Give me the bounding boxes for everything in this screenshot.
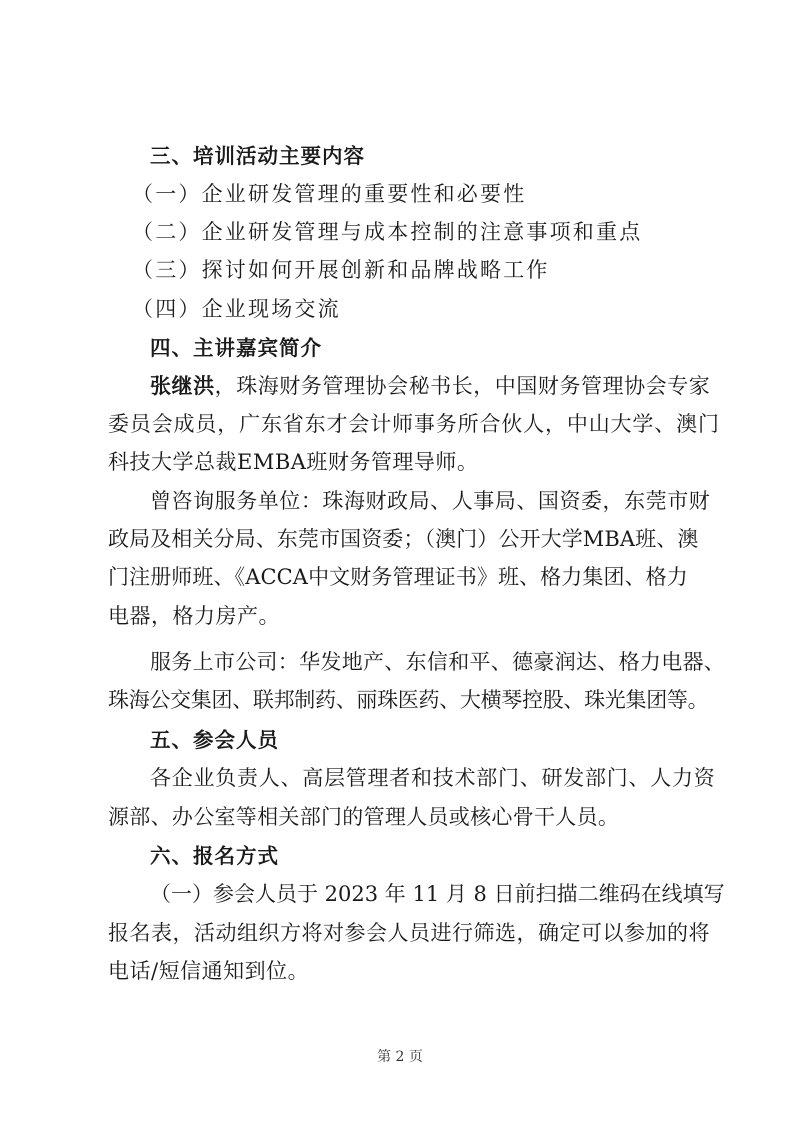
paragraph-line: 服务上市公司：华发地产、东信和平、德豪润达、格力电器、 <box>150 650 726 674</box>
section-six-heading: 六、报名方式 <box>150 844 279 868</box>
speaker-name: 张继洪 <box>150 374 215 398</box>
paragraph-line: 各企业负责人、高层管理者和技术部门、研发部门、人力资 <box>150 766 716 790</box>
paragraph-line: 源部、办公室等相关部门的管理人员或核心骨干人员。 <box>108 805 620 829</box>
paragraph-line: 政局及相关分局、东莞市国资委；（澳门）公开大学MBA班、澳 <box>108 527 699 551</box>
paragraph-line: 报名表，活动组织方将对参会人员进行筛选，确定可以参加的将 <box>108 921 710 945</box>
list-item: （四）企业现场交流 <box>132 297 341 321</box>
paragraph-line: （一）参会人员于 2023 年 11 月 8 日前扫描二维码在线填写 <box>150 882 725 906</box>
paragraph-line: 委员会成员，广东省东才会计师事务所合伙人，中山大学、澳门 <box>108 412 720 436</box>
section-four-heading: 四、主讲嘉宾简介 <box>150 336 322 360</box>
section-three-heading: 三、培训活动主要内容 <box>150 144 365 168</box>
list-item: （二）企业研发管理与成本控制的注意事项和重点 <box>132 220 643 244</box>
list-item: （三）探讨如何开展创新和品牌战略工作 <box>132 258 550 282</box>
page-number: 第 2 页 <box>377 1049 423 1065</box>
section-five-heading: 五、参会人员 <box>150 728 279 752</box>
speaker-bio-text: ，珠海财务管理协会秘书长，中国财务管理协会专家 <box>214 374 711 398</box>
paragraph-line: 门注册师班、《ACCA中文财务管理证书》班、格力集团、格力 <box>108 565 688 589</box>
paragraph-line: 电话/短信通知到位。 <box>108 959 310 983</box>
list-item: （一）企业研发管理的重要性和必要性 <box>132 182 527 206</box>
speaker-bio-line-1 <box>0 372 800 400</box>
paragraph-line: 曾咨询服务单位：珠海财政局、人事局、国资委，东莞市财 <box>150 489 711 513</box>
paragraph-line: 科技大学总裁EMBA班财务管理导师。 <box>108 450 479 474</box>
paragraph-line: 珠海公交集团、联邦制药、丽珠医药、大横琴控股、珠光集团等。 <box>108 688 709 712</box>
paragraph-line: 电器，格力房产。 <box>108 604 280 628</box>
